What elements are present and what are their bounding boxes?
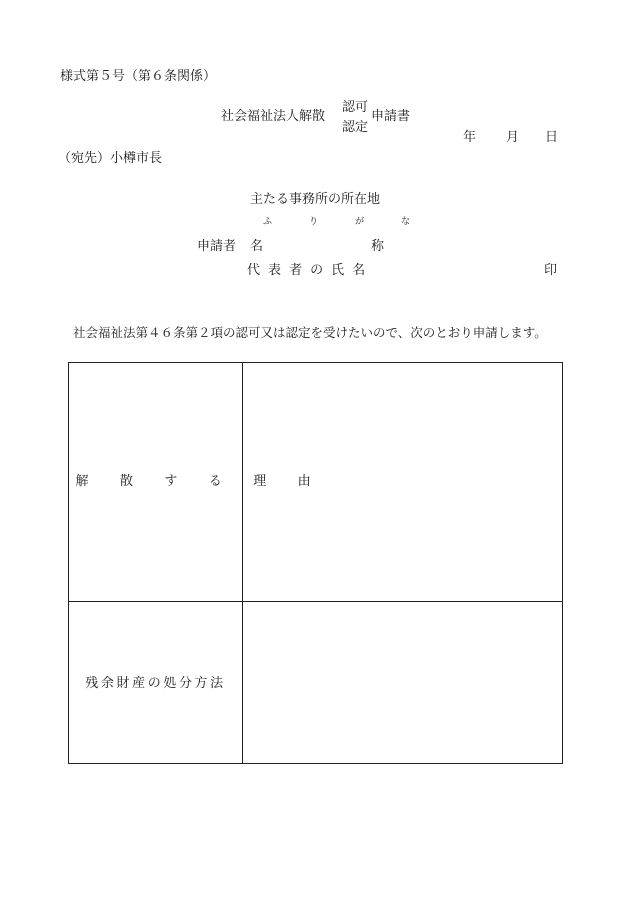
value-dissolution-reason[interactable] xyxy=(243,363,562,601)
date-month: 月 xyxy=(506,130,520,145)
label-dissolution-reason: 解 散 す る 理 由 xyxy=(75,474,325,489)
office-address-label: 主たる事務所の所在地 xyxy=(250,192,381,207)
date-year: 年 xyxy=(463,130,477,145)
value-residual-asset-disposal[interactable] xyxy=(243,602,562,763)
title-option-approval: 認可 xyxy=(342,100,369,115)
title-main: 社会福祉法人解散 xyxy=(221,109,326,124)
applicant-label: 申請者 xyxy=(197,239,237,254)
furigana-label: ふ り が な xyxy=(263,217,428,227)
seal-mark: 印 xyxy=(544,263,558,278)
application-statement: 社会福祉法第４６条第２項の認可又は認定を受けたいので、次のとおり申請します。 xyxy=(73,325,547,340)
title-option-certification: 認定 xyxy=(342,120,369,135)
label-residual-asset-disposal: 残余財産の処分方法 xyxy=(85,676,226,691)
name-label-end: 称 xyxy=(371,239,385,254)
name-label-start: 名 xyxy=(250,239,264,254)
form-number: 様式第５号（第６条関係） xyxy=(60,69,217,84)
date-day: 日 xyxy=(545,130,559,145)
representative-name-label: 代 表 者 の 氏 名 xyxy=(247,263,368,278)
addressee: （宛先）小樽市長 xyxy=(58,151,163,166)
title-suffix: 申請書 xyxy=(371,109,411,124)
application-table xyxy=(68,362,563,764)
